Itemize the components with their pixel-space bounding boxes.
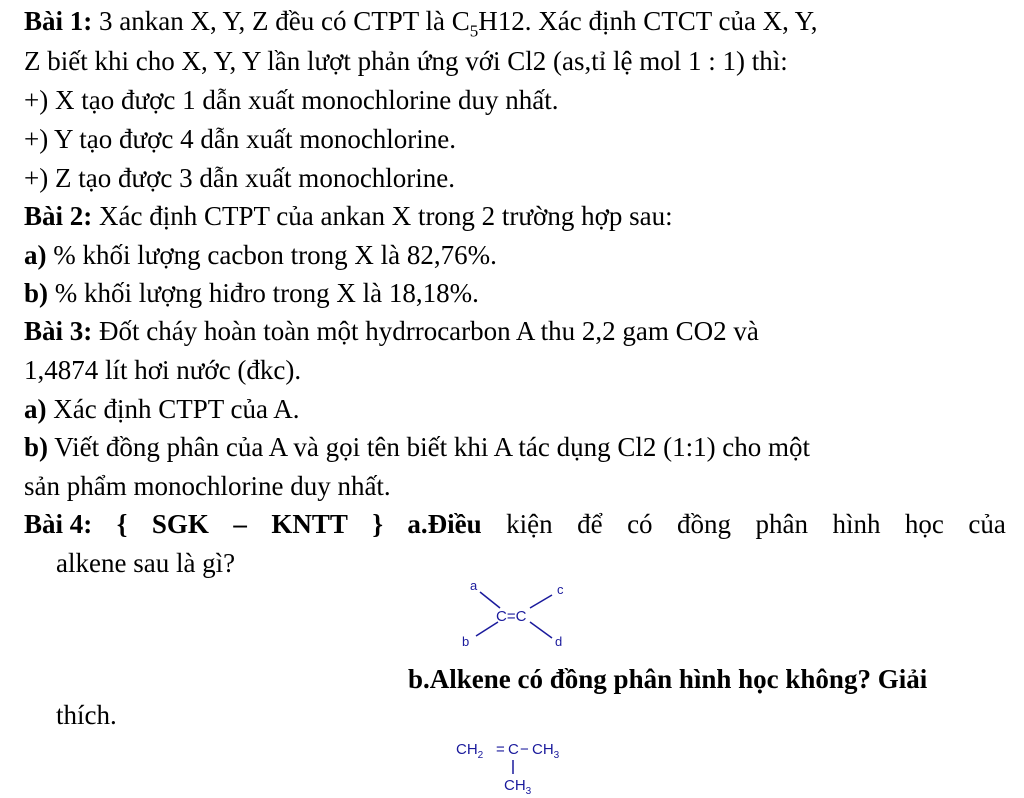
b1-title: Bài 1: <box>24 6 93 36</box>
b4-w7: kiện <box>506 509 553 539</box>
b2-b-text: % khối lượng hiđro trong X là 18,18%. <box>54 278 479 308</box>
b3-a-text: Xác định CTPT của A. <box>53 394 300 424</box>
b4-line-b <box>408 660 927 698</box>
b3-title: Bài 3: <box>24 316 93 346</box>
b2-line-b <box>24 274 479 312</box>
alkene-structure-2 <box>452 730 587 796</box>
b4-title: Bài 4: <box>24 509 93 539</box>
b3-line-b <box>24 428 810 466</box>
mol1-bond-b <box>476 622 498 636</box>
b2-title: Bài 2: <box>24 201 93 231</box>
mol1-bond-c <box>530 595 552 608</box>
mol2-right: CH <box>532 741 554 758</box>
b4-w9: có <box>627 509 653 539</box>
mol2-left-sub: 2 <box>477 750 484 761</box>
b4-w5: } <box>372 509 383 539</box>
b4-w12: hình <box>832 509 881 539</box>
mol2-dash: − <box>520 741 529 758</box>
b1-line-3: +) X tạo được 1 dẫn xuất monochlorine duy nhất. <box>24 85 559 115</box>
alkene-structure-1 <box>452 578 572 652</box>
b4-w1: { <box>116 509 128 539</box>
b4-b-label: b. <box>408 664 430 694</box>
b3-text-1: Đốt cháy hoàn toàn một hydrrocarbon A thu 2,2 gam CO2 và <box>99 316 759 346</box>
b1-text-b: H12. Xác định CTCT của X, Y, <box>478 6 818 36</box>
b4-line-1 <box>24 505 1006 543</box>
b2-a-text: % khối lượng cacbon trong X là 82,76%. <box>53 240 497 270</box>
b4-w14: của <box>968 509 1006 539</box>
b4-w8: để <box>577 509 603 539</box>
b3-line-5: sản phẩm monochlorine duy nhất. <box>24 471 391 501</box>
b3-line-2: 1,4874 lít hơi nước (đkc). <box>24 355 302 385</box>
b3-b-label: b) <box>24 432 49 462</box>
mol2-right-group <box>532 741 560 761</box>
b4-w6: a.Điều <box>407 509 482 539</box>
mol1-bond-d <box>530 622 552 638</box>
mol1-sub-d: d <box>555 634 563 649</box>
mol2-right-sub: 3 <box>553 750 560 761</box>
mol2-bottom-sub: 3 <box>525 786 532 796</box>
b1-text-a: 3 ankan X, Y, Z đều có CTPT là C <box>99 6 470 36</box>
b4-w13: học <box>904 509 944 539</box>
b4-w4: KNTT <box>271 509 348 539</box>
b2-a-label: a) <box>24 240 47 270</box>
b1-subscript: 5 <box>469 21 479 41</box>
b1-line-5: +) Z tạo được 3 dẫn xuất monochlorine. <box>24 163 456 193</box>
b4-line-4: thích. <box>56 700 117 730</box>
mol2-eq: = <box>496 741 505 758</box>
b3-b-text: Viết đồng phân của A và gọi tên biết khi A tác dụng Cl2 (1:1) cho một <box>54 432 811 462</box>
b3-a-label: a) <box>24 394 47 424</box>
b1-line-2: Z biết khi cho X, Y, Y lần lượt phản ứng với Cl2 (as,tỉ lệ mol 1 : 1) thì: <box>24 46 788 76</box>
mol2-left: CH <box>456 741 478 758</box>
b4-w10: đồng <box>677 509 732 539</box>
b3-line-1 <box>24 312 759 350</box>
mol1-center: C=C <box>496 608 527 625</box>
mol2-bottom: CH <box>504 777 526 794</box>
mol2-left-group <box>456 741 484 761</box>
b4-w3: – <box>233 509 247 539</box>
b4-b-text: Alkene có đồng phân hình học không? Giải <box>429 664 928 694</box>
b2-text: Xác định CTPT của ankan X trong 2 trường hợp sau: <box>99 201 673 231</box>
mol1-sub-a: a <box>470 578 478 593</box>
b4-line-2: alkene sau là gì? <box>56 548 236 578</box>
b2-line-a <box>24 236 497 274</box>
b3-line-a <box>24 390 299 428</box>
mol2-c: C <box>508 741 519 758</box>
b4-w2: SGK <box>151 509 209 539</box>
b2-line-1 <box>24 197 673 235</box>
mol1-bond-a <box>480 592 500 608</box>
mol1-sub-b: b <box>462 634 470 649</box>
b1-line-4: +) Y tạo được 4 dẫn xuất monochlorine. <box>24 124 457 154</box>
b2-b-label: b) <box>24 278 49 308</box>
b4-w11: phân <box>755 509 808 539</box>
mol1-sub-c: c <box>557 582 564 597</box>
mol2-bottom-group <box>504 777 532 796</box>
